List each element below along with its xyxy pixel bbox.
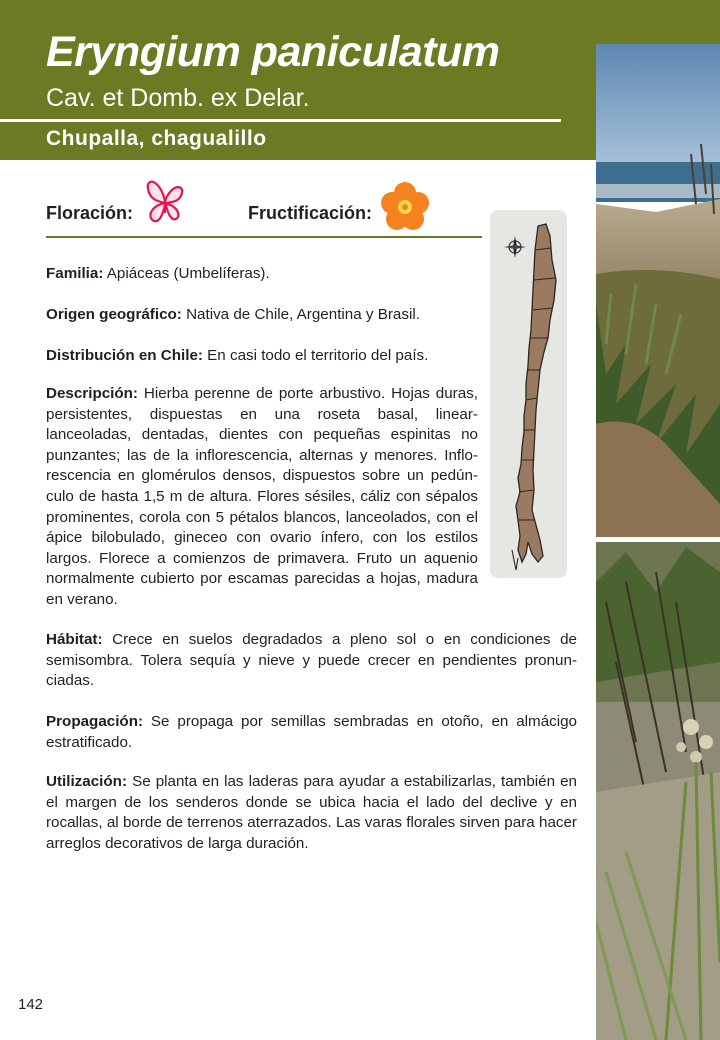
photo-column [596,44,720,1040]
origen-label: Origen geográfico: [46,306,182,323]
descripcion-label: Descripción: [46,385,138,402]
author-citation: Cav. et Domb. ex Delar. [46,84,310,112]
scientific-name: Eryngium paniculatum [46,28,500,76]
familia-text: Apiáceas (Umbelíferas). [103,265,270,282]
page-number: 142 [18,996,44,1013]
flower-icon [378,180,432,239]
utilizacion-text: Se planta en las laderas para ayudar a estabilizarlas, también en el margen de los senderos donde se ubica hacia el lado del declive y en rocallas, al borde de terrenos aterrazados. Las varas florales sirven para hacer arreglos decorativos de larga duración. [46,773,577,852]
distribution-map [490,210,567,578]
descripcion-paragraph [46,384,478,611]
section-divider [46,236,482,238]
fruiting-label: Fructificación: [248,203,373,223]
origen-paragraph [46,305,478,326]
flowering-label: Floración: [46,203,134,223]
plant-photo [596,542,720,1040]
butterfly-icon [142,173,188,232]
distribucion-text: En casi todo el territorio del país. [202,347,429,364]
chile-map-icon [498,220,562,580]
habitat-text: Crece en suelos degradados a pleno sol o en condiciones de semisombra. Tolera sequía y nieve y puede crecer en pendientes pronunciadas. [46,631,577,690]
propagacion-label: Propagación: [46,713,144,730]
habitat-paragraph [46,630,577,692]
propagacion-text: Se propaga por semillas sembradas en otoño, en almácigo estratificado. [46,713,577,751]
habitat-photo [596,44,720,537]
utilizacion-label: Utilización: [46,773,128,790]
descripcion-text: Hierba perenne de porte arbustivo. Hojas duras, persistentes, dispuestas en una roseta basal, linear-lanceoladas, dentadas, dientes con pequeñas espinitas no punzantes; las de la inflorescencia, alternas y menores. Inflorescencia en glomérulos densos, dispuestos sobre un pedúnculo de hasta 1,5 m de altura. Flores sésiles, cáliz con sépalos prominentes, corola con 5 pétalos blancos, lanceolados, con el ápice bilobulado, gineceo con ovario ínfero, con los estilos largos. Florece a comienzos de primavera. Fruto un aquenio normalmente cubierto por escamas parecidas a hojas, madura en verano. [46,385,478,608]
propagacion-paragraph [46,712,577,753]
habitat-label: Hábitat: [46,631,103,648]
distribucion-label: Distribución en Chile: [46,347,203,364]
common-names: Chupalla, chagualillo [46,127,267,150]
distribucion-paragraph [46,346,478,367]
origen-text: Nativa de Chile, Argentina y Brasil. [181,306,420,323]
header-divider [0,119,561,122]
utilizacion-paragraph [46,772,577,854]
familia-label: Familia: [46,265,104,282]
familia-paragraph [46,264,478,285]
